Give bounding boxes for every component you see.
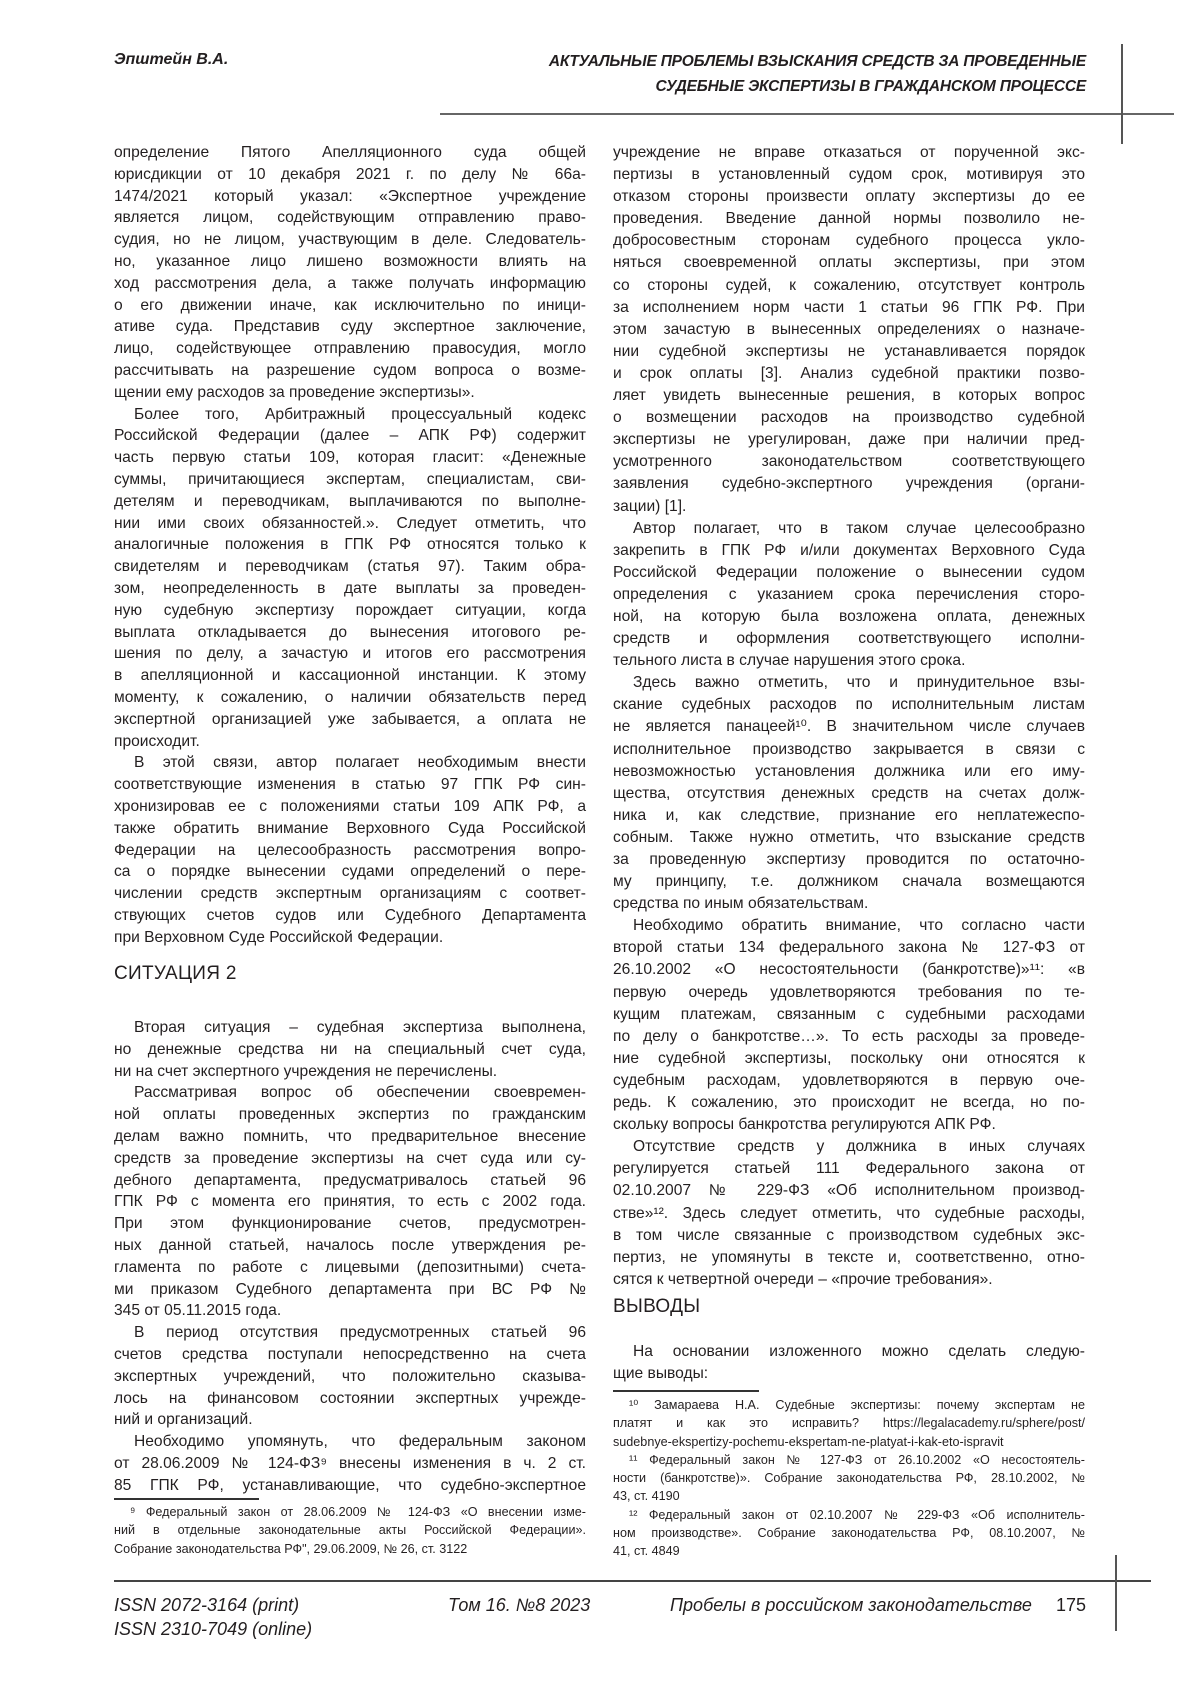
text-line: щества, отсутствия денежных средств на счетах долж- (613, 783, 1085, 805)
footer-journal-name: Пробелы в российском законодательстве (670, 1593, 1032, 1617)
text-line: Российской Федерации положение о вынесении судом (613, 562, 1085, 584)
text-line: ние судебной экспертизы, поскольку они относятся к (613, 1048, 1085, 1070)
text-line: пертизы в установленный судом срок, мотивируя это (613, 164, 1085, 186)
text-line: ных данной статьей, началось после утверждения ре- (114, 1235, 586, 1257)
header-vertical-rule (1121, 44, 1123, 144)
text-line: второй статьи 134 федерального закона № 127-ФЗ от (613, 937, 1085, 959)
text-line: Вторая ситуация – судебная экспертиза выполнена, (114, 1017, 586, 1039)
text-line: са о порядке вынесении судами определений о пере- (114, 861, 586, 883)
text-line: 345 от 05.11.2015 года. (114, 1300, 586, 1322)
paragraph (613, 915, 1085, 1136)
text-line: щие выводы: (613, 1363, 1085, 1385)
footer-vertical-rule (1115, 1555, 1117, 1631)
text-line: 41, ст. 4849 (613, 1542, 1085, 1560)
text-line: дебного департамента, предусматривалось статьей 96 (114, 1170, 586, 1192)
text-line: лицо, содействующее отправлению правосудия, могло (114, 338, 586, 360)
issn-online: ISSN 2310-7049 (online) (114, 1617, 312, 1641)
header-title-line: АКТУАЛЬНЫЕ ПРОБЛЕМЫ ВЗЫСКАНИЯ СРЕДСТВ ЗА ПРОВЕДЕННЫЕ (549, 49, 1086, 74)
issn-print: ISSN 2072-3164 (print) (114, 1593, 312, 1617)
text-line: и срок оплаты [3]. Анализ судебной практики позво- (613, 363, 1085, 385)
text-line: ляет увидеть вынесенные решения, в которых вопрос (613, 385, 1085, 407)
text-line: сятся к четвертной очереди – «прочие требования». (613, 1269, 1085, 1291)
text-line: лось на финансовом состоянии экспертных учрежде- (114, 1388, 586, 1410)
text-line: нии судебной экспертизы не устанавливается порядок (613, 341, 1085, 363)
text-line: Необходимо обратить внимание, что согласно части (613, 915, 1085, 937)
text-line: от 28.06.2009 № 124-ФЗ⁹ внесены изменения в ч. 2 ст. (114, 1453, 586, 1475)
paragraph (114, 142, 586, 404)
paragraph (114, 1322, 586, 1431)
text-line: редь. К сожалению, это происходит не всегда, но по- (613, 1092, 1085, 1114)
text-line: часть первую статьи 109, которая гласит: «Денежные (114, 447, 586, 469)
text-line: ном производстве». Собрание законодательства РФ, 08.10.2007, № (613, 1524, 1085, 1542)
text-line: также обратить внимание Верховного Суда Российской (114, 818, 586, 840)
text-line: первую очередь удовлетворяются требования по те- (613, 982, 1085, 1004)
text-line: невозможностью установления должника или его иму- (613, 761, 1085, 783)
header-rule (440, 113, 1174, 115)
text-line: ни на счет экспертного учреждения не перечислены. (114, 1061, 586, 1083)
text-line: судебным расходам, удовлетворяются в первую оче- (613, 1070, 1085, 1092)
text-line: ной, на которую была возложена оплата, денежных (613, 606, 1085, 628)
text-line: рассчитывать на разрешение судом вопроса о возме- (114, 360, 586, 382)
text-line: ативе суда. Представив суду экспертное заключение, (114, 316, 586, 338)
text-line: по делу о банкротстве…». То есть расходы за проведе- (613, 1026, 1085, 1048)
footer-volume: Том 16. №8 2023 (448, 1593, 590, 1617)
text-line: ¹² Федеральный закон от 02.10.2007 № 229-ФЗ «Об исполнитель- (613, 1506, 1085, 1524)
text-line: ¹¹ Федеральный закон № 127-ФЗ от 26.10.2002 «О несостоятель- (613, 1451, 1085, 1469)
text-line: но, указанное лицо лишено возможности влиять на (114, 251, 586, 273)
text-line: ной оплаты проведенных экспертиз по гражданским (114, 1104, 586, 1126)
right-footnotes (613, 1396, 1085, 1561)
text-line: Необходимо упомянуть, что федеральным законом (114, 1431, 586, 1453)
paragraph (613, 672, 1085, 915)
text-line: регулируется статьей 111 Федерального закона от (613, 1158, 1085, 1180)
text-line: ⁹ Федеральный закон от 28.06.2009 № 124-ФЗ «О внесении изме- (114, 1503, 586, 1521)
paragraph (114, 1431, 586, 1496)
text-line: исполнительное производство закрывается в связи с (613, 739, 1085, 761)
text-line: няться своевременной оплаты экспертизы, при этом (613, 252, 1085, 274)
header-title (549, 49, 1086, 99)
text-line: 85 ГПК РФ, устанавливающие, что судебно-экспертное (114, 1475, 586, 1497)
text-line: sudebnye-ekspertizy-pochemu-ekspertam-ne-platyat-i-kak-eto-ispravit (613, 1433, 1085, 1451)
section-heading-situation-2: СИТУАЦИЯ 2 (114, 963, 237, 985)
text-line: соответствующие изменения в статью 97 ГПК РФ син- (114, 774, 586, 796)
text-line: шения по делу, а зачастую и итогов его рассмотрения (114, 643, 586, 665)
right-body-bottom (613, 1341, 1085, 1385)
text-line: ГПК РФ с момента его принятия, то есть с 2002 года. (114, 1191, 586, 1213)
paragraph (613, 1341, 1085, 1385)
text-line: но денежные средства ни на специальный счет суда, (114, 1039, 586, 1061)
header-author: Эпштейн В.А. (114, 51, 228, 69)
text-line: средства по иным обязательствам. (613, 893, 1085, 915)
text-line: экспертных учреждений, что положительно сказыва- (114, 1366, 586, 1388)
footnote (114, 1503, 586, 1558)
footnote (613, 1451, 1085, 1506)
text-line: пертиз, не упомянуты в тексте и, соответственно, отно- (613, 1247, 1085, 1269)
text-line: ствующих счетов судов или Судебного Департамента (114, 905, 586, 927)
left-body-top (114, 142, 586, 948)
text-line: На основании изложенного можно сделать следую- (613, 1341, 1085, 1363)
text-line: со стороны судей, к сожалению, отсутствует контроль (613, 275, 1085, 297)
text-line: за проведенную экспертизу проводится по остаточно- (613, 849, 1085, 871)
text-line: Здесь важно отметить, что и принудительное взы- (613, 672, 1085, 694)
text-line: не является панацеей¹⁰. В значительном числе случаев (613, 716, 1085, 738)
text-line: ний в отдельные законодательные акты Российской Федерации». (114, 1521, 586, 1539)
text-line: усмотренного законодательством соответствующего (613, 451, 1085, 473)
text-line: ми приказом Судебного департамента при ВС РФ № (114, 1279, 586, 1301)
text-line: о его движении иначе, как исключительно по иници- (114, 295, 586, 317)
text-line: зом, неопределенность в дате выплаты за проведен- (114, 578, 586, 600)
text-line: тельного листа в случае нарушения этого срока. (613, 650, 1085, 672)
right-body-top (613, 142, 1085, 1291)
text-line: нии ими своих обязанностей.». Следует отметить, что (114, 513, 586, 535)
left-body-bottom (114, 1017, 586, 1497)
text-line: является лицом, содействующим отправлению право- (114, 207, 586, 229)
footnote-separator (613, 1390, 759, 1392)
text-line: ности (банкротстве)». Собрание законодательства РФ, 28.10.2002, № (613, 1469, 1085, 1487)
paragraph (613, 518, 1085, 673)
text-line: В этой связи, автор полагает необходимым внести (114, 752, 586, 774)
text-line: ход рассмотрения дела, а также получать информацию (114, 273, 586, 295)
text-line: щении ему расходов за проведение экспертизы». (114, 382, 586, 404)
text-line: суммы, причитающиеся экспертам, специалистам, сви- (114, 469, 586, 491)
section-heading-conclusions: ВЫВОДЫ (613, 1296, 700, 1318)
text-line: счетов средства поступали непосредственно на счета (114, 1344, 586, 1366)
text-line: происходит. (114, 731, 586, 753)
paragraph (114, 1017, 586, 1082)
text-line: Автор полагает, что в таком случае целесообразно (613, 518, 1085, 540)
text-line: В период отсутствия предусмотренных статьей 96 (114, 1322, 586, 1344)
text-line: Российской Федерации (далее – АПК РФ) содержит (114, 425, 586, 447)
text-line: определения с указанием срока перечисления сторо- (613, 584, 1085, 606)
text-line: детелям и переводчикам, выплачиваются по выполне- (114, 491, 586, 513)
text-line: зации) [1]. (613, 496, 1085, 518)
text-line: средств и оформления соответствующего исполни- (613, 628, 1085, 650)
text-line: платят и как это исправить? https://legalacademy.ru/sphere/post/ (613, 1414, 1085, 1432)
footer-rule (114, 1580, 1151, 1582)
paragraph (114, 1082, 586, 1322)
text-line: хронизировав ее с положениями статьи 109 АПК РФ, а (114, 796, 586, 818)
text-line: в том числе связанные с производством судебных экс- (613, 1225, 1085, 1247)
text-line: 26.10.2002 «О несостоятельности (банкротстве)»¹¹: «в (613, 959, 1085, 981)
text-line: Отсутствие средств у должника в иных случаях (613, 1136, 1085, 1158)
text-line: юрисдикции от 10 декабря 2021 г. по делу № 66а- (114, 164, 586, 186)
text-line: При этом функционирование счетов, предусмотрен- (114, 1213, 586, 1235)
text-line: Собрание законодательства РФ", 29.06.2009, № 26, ст. 3122 (114, 1540, 586, 1558)
text-line: экспертной организацией уже забывается, а оплата не (114, 709, 586, 731)
text-line: ника и, как следствие, признание его неплатежеспо- (613, 805, 1085, 827)
page-number: 175 (1056, 1593, 1086, 1617)
footnote-separator (114, 1498, 259, 1500)
text-line: гламента по работе с лицевыми (депозитными) счета- (114, 1257, 586, 1279)
paragraph (613, 1136, 1085, 1291)
text-line: закрепить в ГПК РФ и/или документах Верховного Суда (613, 540, 1085, 562)
text-line: му принципу, т.е. должником сначала возмещаются (613, 871, 1085, 893)
text-line: судия, но не лицом, участвующим в деле. Следователь- (114, 229, 586, 251)
text-line: скольку вопросы банкротства регулируются АПК РФ. (613, 1114, 1085, 1136)
text-line: ¹⁰ Замараева Н.А. Судебные экспертизы: почему экспертам не (613, 1396, 1085, 1414)
header-title-line: СУДЕБНЫЕ ЭКСПЕРТИЗЫ В ГРАЖДАНСКОМ ПРОЦЕССЕ (549, 74, 1086, 99)
text-line: выплата откладывается до вынесения итогового ре- (114, 622, 586, 644)
text-line: свидетелям и переводчикам (статья 97). Таким обра- (114, 556, 586, 578)
text-line: числении средств экспертным организациям с соответ- (114, 883, 586, 905)
text-line: ний и организаций. (114, 1409, 586, 1431)
text-line: моменту, к сожалению, о наличии обязательств перед (114, 687, 586, 709)
text-line: за исполнением норм части 1 статьи 96 ГПК РФ. При (613, 297, 1085, 319)
text-line: этом зачастую в вынесенных определениях о назначе- (613, 319, 1085, 341)
paragraph (114, 404, 586, 753)
text-line: проведения. Введение данной нормы позволило не- (613, 208, 1085, 230)
text-line: ную судебную экспертизу порождает ситуации, когда (114, 600, 586, 622)
text-line: отказом стороны произвести оплату экспертизы до ее (613, 186, 1085, 208)
text-line: при Верховном Суде Российской Федерации. (114, 927, 586, 949)
text-line: делам важно помнить, что предварительное внесение (114, 1126, 586, 1148)
text-line: Рассматривая вопрос об обеспечении своевремен- (114, 1082, 586, 1104)
text-line: о возмещении расходов на производство судебной (613, 407, 1085, 429)
footer-issn (114, 1593, 312, 1641)
text-line: учреждение не вправе отказаться от порученной экс- (613, 142, 1085, 164)
text-line: 43, ст. 4190 (613, 1487, 1085, 1505)
text-line: определение Пятого Апелляционного суда общей (114, 142, 586, 164)
text-line: собным. Также нужно отметить, что взыскание средств (613, 827, 1085, 849)
text-line: добросовестным сторонам судебного процесса укло- (613, 230, 1085, 252)
text-line: кущим платежам, связанным с судебными расходами (613, 1004, 1085, 1026)
text-line: Более того, Арбитражный процессуальный кодекс (114, 404, 586, 426)
text-line: средств за проведение экспертизы на счет суда или су- (114, 1148, 586, 1170)
footnote (613, 1396, 1085, 1451)
footnote (613, 1506, 1085, 1561)
text-line: стве»¹². Здесь следует отметить, что судебные расходы, (613, 1203, 1085, 1225)
text-line: экспертизы не урегулирован, даже при наличии пред- (613, 429, 1085, 451)
left-footnotes (114, 1503, 586, 1558)
text-line: в апелляционной и кассационной инстанции. К этому (114, 665, 586, 687)
text-line: Федерации на целесообразность рассмотрения вопро- (114, 840, 586, 862)
text-line: 1474/2021 который указал: «Экспертное учреждение (114, 186, 586, 208)
paragraph (613, 142, 1085, 518)
text-line: 02.10.2007 № 229-ФЗ «Об исполнительном производ- (613, 1180, 1085, 1202)
text-line: аналогичные положения в ГПК РФ относятся только к (114, 534, 586, 556)
paragraph (114, 752, 586, 948)
text-line: скание судебных расходов по исполнительным листам (613, 694, 1085, 716)
text-line: заявления судебно-экспертного учреждения (органи- (613, 473, 1085, 495)
